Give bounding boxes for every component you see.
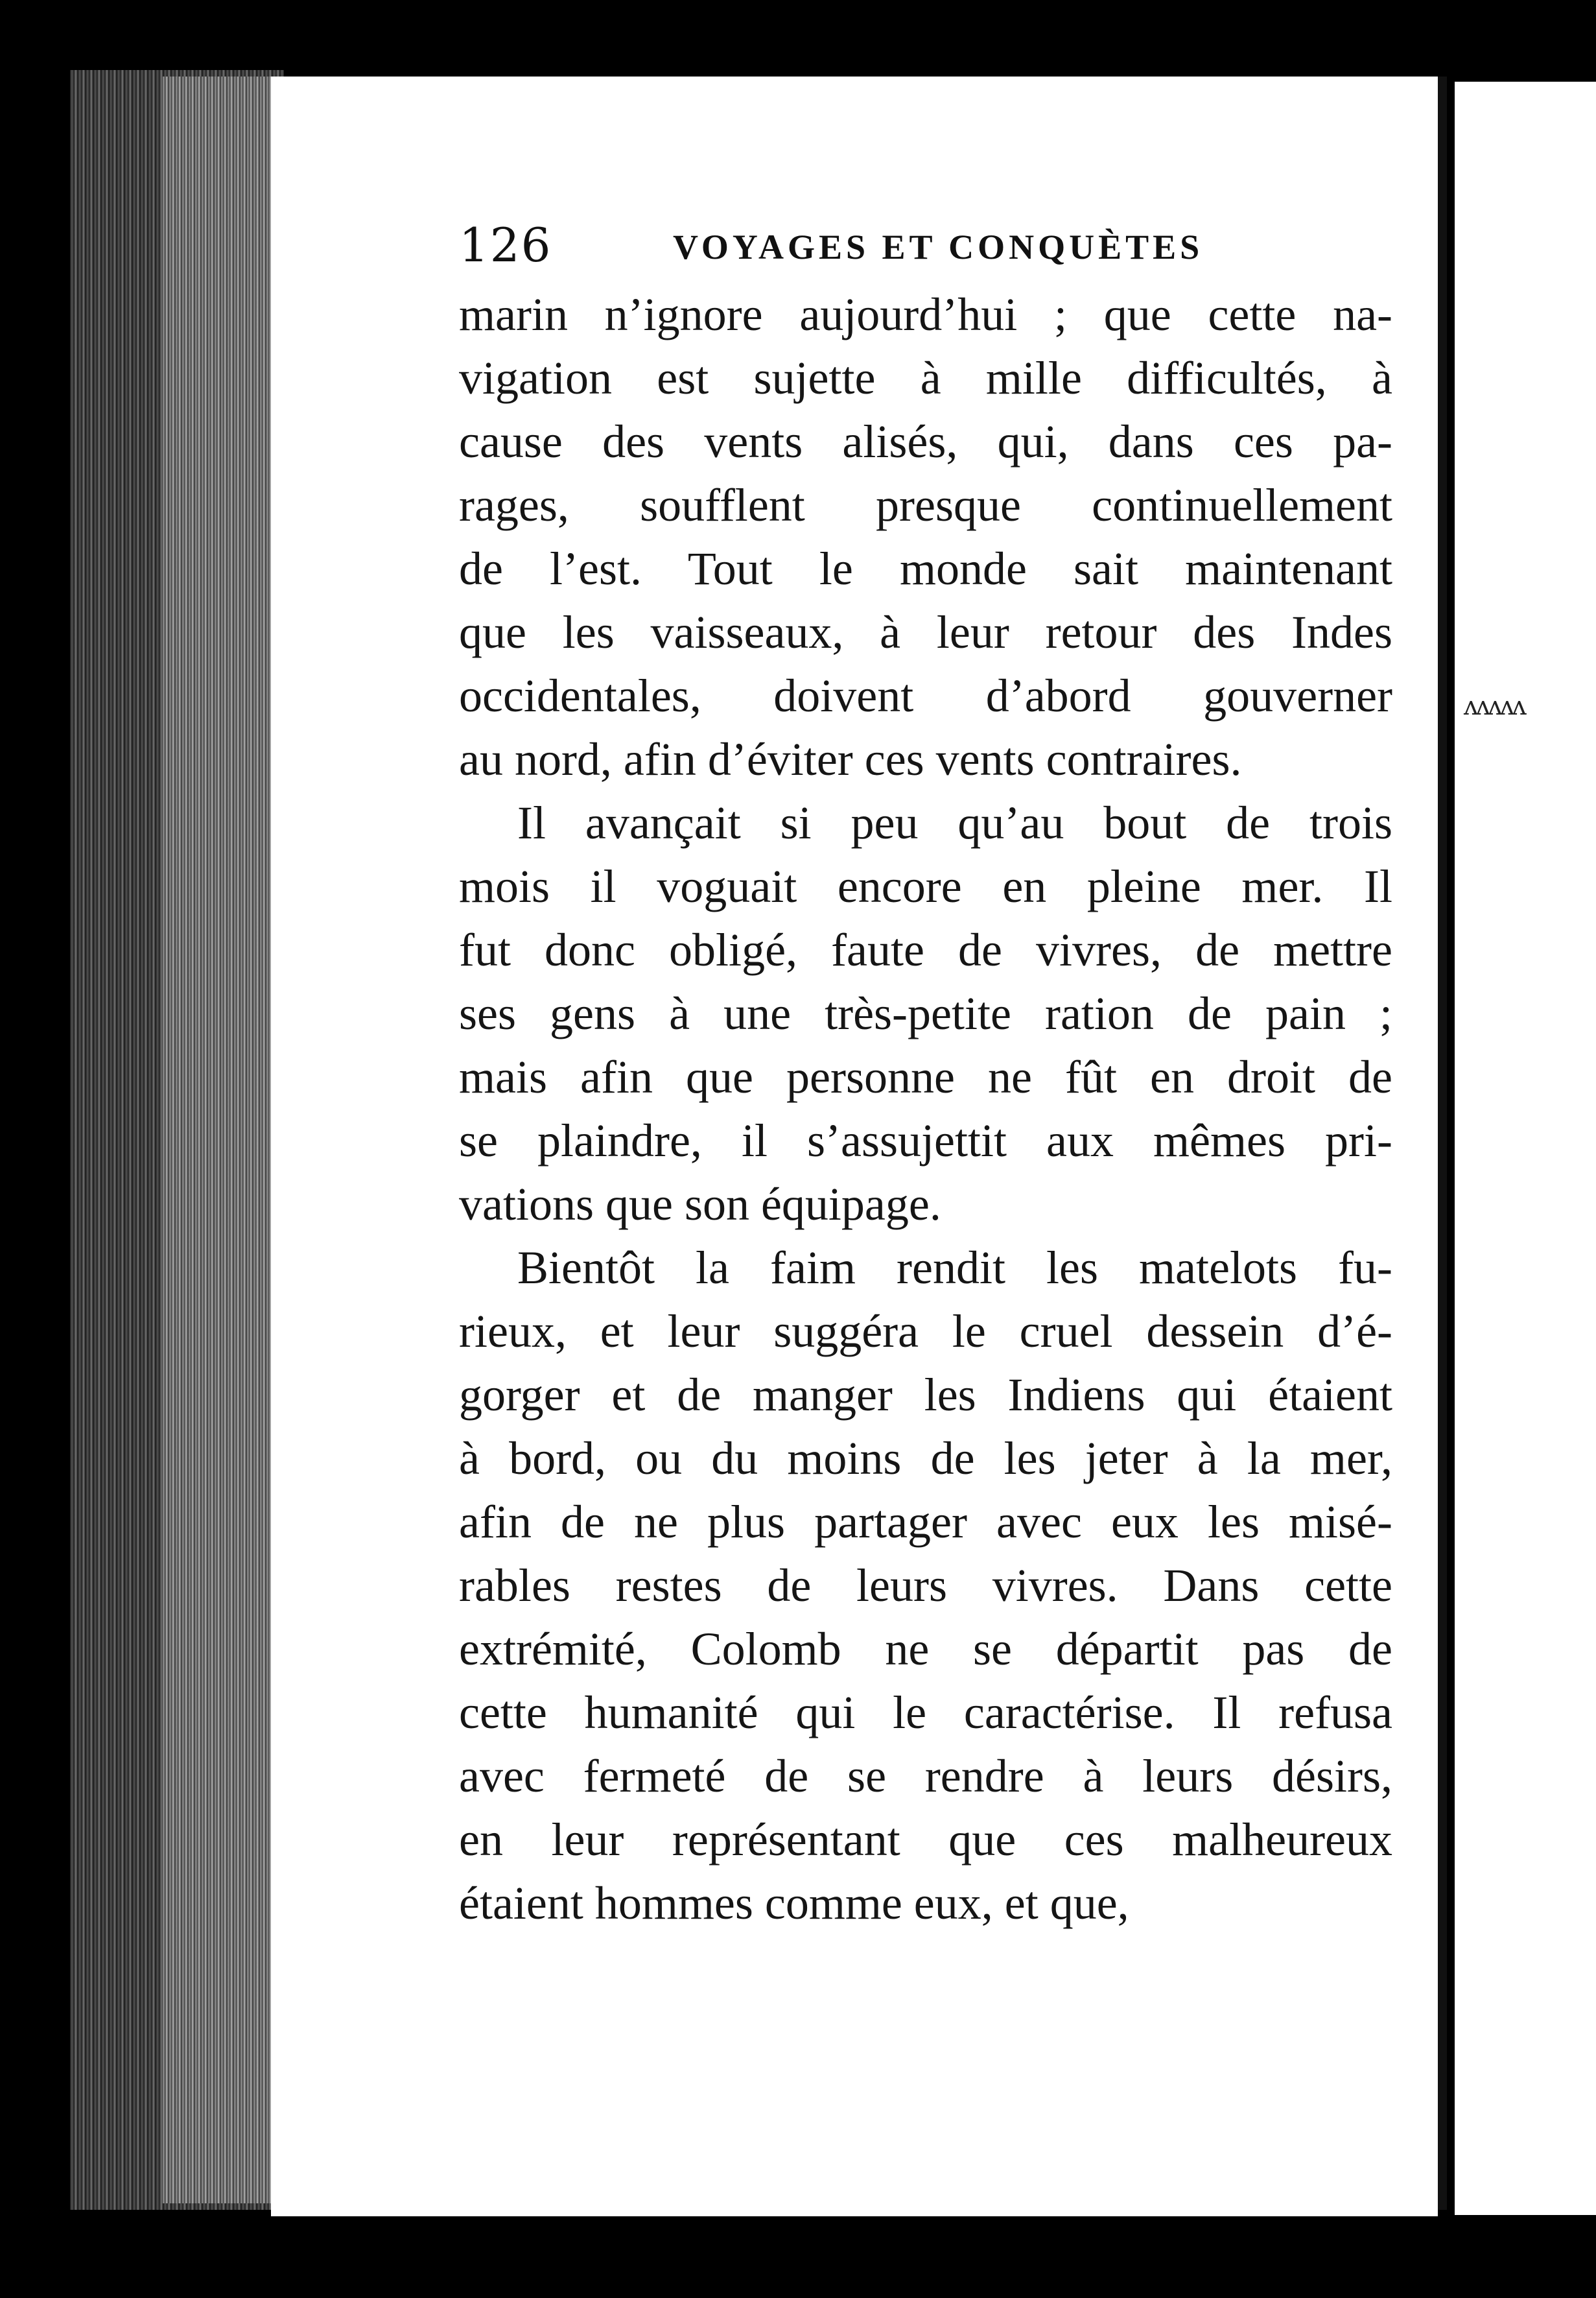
text-line: Bientôt la faim rendit les matelots fu-	[517, 1242, 1392, 1294]
text-line: se plaindre, il s’assujettit aux mêmes pri-	[459, 1115, 1392, 1167]
text-line: vigation est sujette à mille difficultés, à	[459, 352, 1392, 404]
text-line: cause des vents alisés, qui, dans ces pa-	[459, 416, 1392, 468]
running-title: VOYAGES ET CONQUÈTES	[673, 228, 1204, 267]
text-line: occidentales, doivent d’abord gouverner	[459, 670, 1392, 722]
book-gutter	[1438, 77, 1447, 2210]
text-line: vations que son équipage.	[459, 1178, 941, 1230]
text-line: rieux, et leur suggéra le cruel dessein d’é-	[459, 1305, 1392, 1357]
text-line: rages, soufflent presque continuellement	[459, 479, 1392, 531]
book-page	[271, 77, 1438, 2216]
text-line: de l’est. Tout le monde sait maintenant	[459, 543, 1392, 595]
text-line: Il avançait si peu qu’au bout de trois	[517, 797, 1392, 849]
text-line: afin de ne plus partager avec eux les misé-	[459, 1496, 1392, 1548]
facing-page	[1455, 82, 1596, 2215]
text-line: au nord, afin d’éviter ces vents contraires.	[459, 733, 1242, 785]
text-line: extrémité, Colomb ne se départit pas de	[459, 1623, 1392, 1675]
text-line: rables restes de leurs vivres. Dans cette	[459, 1559, 1392, 1611]
text-line: mais afin que personne ne fût en droit de	[459, 1051, 1392, 1103]
text-line: à bord, ou du moins de les jeter à la mer,	[459, 1432, 1392, 1484]
text-line: ses gens à une très-petite ration de pain ;	[459, 988, 1392, 1039]
text-line: en leur représentant que ces malheureux	[459, 1814, 1392, 1866]
text-line: gorger et de manger les Indiens qui étaient	[459, 1369, 1392, 1421]
text-line: cette humanité qui le caractérise. Il refusa	[459, 1687, 1392, 1738]
text-line: que les vaisseaux, à leur retour des Indes	[459, 606, 1392, 658]
text-line: avec fermeté de se rendre à leurs désirs,	[459, 1750, 1392, 1802]
ornament-divider: ʌʌʌʌʌ	[1464, 691, 1524, 721]
page-number: 126	[459, 218, 552, 272]
text-line: marin n’ignore aujourd’hui ; que cette na-	[459, 289, 1392, 340]
body-text	[459, 283, 1392, 1935]
page-stack-inner-edge	[162, 77, 285, 2203]
text-line: étaient hommes comme eux, et que,	[459, 1877, 1129, 1929]
text-line: mois il voguait encore en pleine mer. Il	[459, 860, 1392, 912]
text-line: fut donc obligé, faute de vivres, de mettre	[459, 924, 1392, 976]
running-head	[459, 218, 1367, 289]
